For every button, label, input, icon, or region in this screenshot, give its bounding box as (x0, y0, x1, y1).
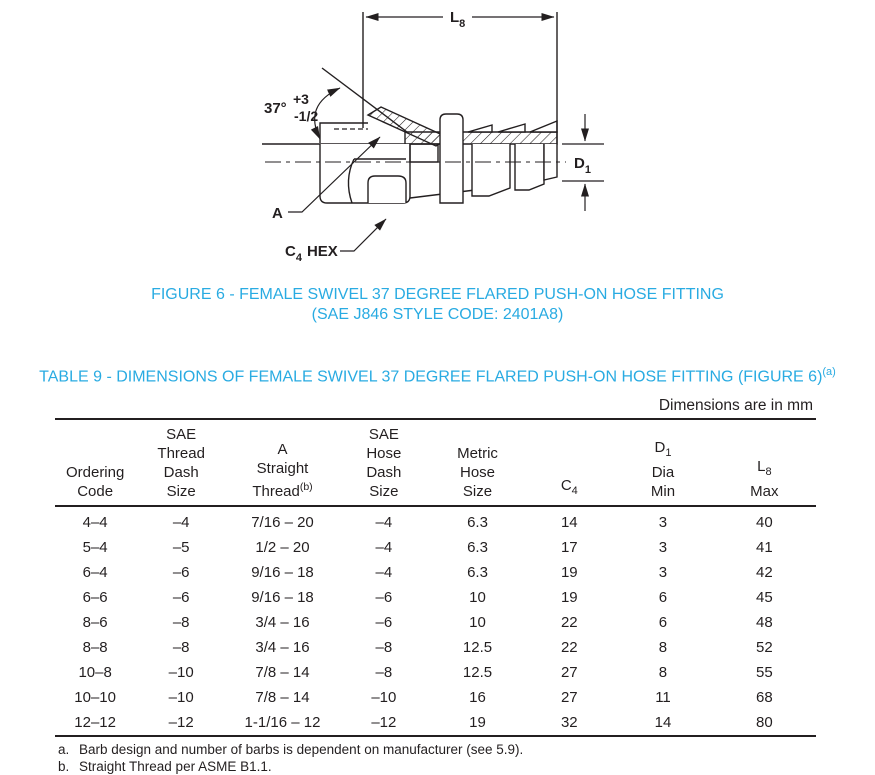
table-cell: 14 (613, 710, 712, 736)
table-cell: 32 (525, 710, 613, 736)
table-cell: 4–4 (55, 506, 135, 535)
table-cell: 41 (713, 535, 816, 560)
table-cell: 19 (525, 560, 613, 585)
table-cell: 68 (713, 685, 816, 710)
table-cell: –8 (135, 610, 227, 635)
table-cell: 17 (525, 535, 613, 560)
table-row (55, 610, 816, 635)
table-row (55, 635, 816, 660)
a-label: A (272, 205, 283, 222)
figure-caption-line1: FIGURE 6 - FEMALE SWIVEL 37 DEGREE FLARED PUSH-ON HOSE FITTING (0, 285, 875, 305)
footnote-a: a. Barb design and number of barbs is dependent on manufacturer (see 5.9). (58, 742, 816, 759)
table-cell: –4 (338, 506, 430, 535)
col-header-sae-hose-dash-size: SAE Hose Dash Size (338, 419, 430, 506)
table-row (55, 685, 816, 710)
l8-dim-label: $L_8$ (450, 9, 465, 30)
table-cell: 48 (713, 610, 816, 635)
d1-dim-label: $D_1$ (574, 155, 591, 176)
table-cell: –4 (135, 506, 227, 535)
col-header-d1-dia-min: $D_1$ Dia Min (613, 419, 712, 506)
table-cell: 42 (713, 560, 816, 585)
figure-caption (0, 285, 875, 325)
table-row (55, 660, 816, 685)
table-cell: –10 (338, 685, 430, 710)
table-title-footnote-ref: (a) (822, 366, 835, 378)
footnotes (55, 742, 816, 775)
col-header-sae-thread-dash-size: SAE Thread Dash Size (135, 419, 227, 506)
table-row (55, 535, 816, 560)
header-row (55, 419, 816, 506)
units-note: Dimensions are in mm (55, 397, 816, 418)
c4-hex-leader-line (340, 219, 386, 251)
table-cell: 40 (713, 506, 816, 535)
table-cell: –6 (135, 560, 227, 585)
table-cell: 3 (613, 506, 712, 535)
table-cell: –12 (135, 710, 227, 736)
table-cell: 6–6 (55, 585, 135, 610)
table-cell: 12.5 (430, 660, 526, 685)
col-header-c4: $C_4$ (525, 419, 613, 506)
table-cell: 7/8 – 14 (227, 685, 338, 710)
table-cell: –5 (135, 535, 227, 560)
table-cell: 3/4 – 16 (227, 610, 338, 635)
col-header-metric-hose-size: Metric Hose Size (430, 419, 526, 506)
table-cell: 19 (525, 585, 613, 610)
table-cell: 1/2 – 20 (227, 535, 338, 560)
table-cell: 10–10 (55, 685, 135, 710)
table-title (0, 366, 875, 386)
table-title-text: TABLE 9 - DIMENSIONS OF FEMALE SWIVEL 37 DEGREE FLARED PUSH-ON HOSE FITTING (FIGURE 6) (39, 368, 822, 385)
table-row (55, 506, 816, 535)
table-cell: –8 (135, 635, 227, 660)
table-row (55, 710, 816, 736)
table-cell: 9/16 – 18 (227, 560, 338, 585)
table-cell: 6.3 (430, 535, 526, 560)
table-cell: –8 (338, 635, 430, 660)
footnote-b: b. Straight Thread per ASME B1.1. (58, 759, 816, 775)
table-cell: –10 (135, 660, 227, 685)
figure-6-technical-drawing (0, 0, 875, 270)
dimensions-table (55, 418, 816, 737)
table-cell: 6.3 (430, 560, 526, 585)
figure-caption-line2: (SAE J846 STYLE CODE: 2401A8) (0, 305, 875, 325)
table-cell: 9/16 – 18 (227, 585, 338, 610)
table-cell: 12.5 (430, 635, 526, 660)
table-cell: 12–12 (55, 710, 135, 736)
table-cell: 6–4 (55, 560, 135, 585)
table-cell: 6 (613, 610, 712, 635)
table-cell: 55 (713, 660, 816, 685)
table-cell: 7/16 – 20 (227, 506, 338, 535)
table-cell: 8 (613, 660, 712, 685)
table-cell: 27 (525, 685, 613, 710)
table-body (55, 506, 816, 736)
table-cell: –4 (338, 535, 430, 560)
table-cell: 11 (613, 685, 712, 710)
table-cell: –8 (338, 660, 430, 685)
table-cell: 3/4 – 16 (227, 635, 338, 660)
table-cell: 27 (525, 660, 613, 685)
table-cell: 7/8 – 14 (227, 660, 338, 685)
table-cell: 22 (525, 635, 613, 660)
table-cell: 14 (525, 506, 613, 535)
table-cell: 6.3 (430, 506, 526, 535)
table-cell: –6 (338, 610, 430, 635)
table-cell: 52 (713, 635, 816, 660)
col-header-l8-max: $L_8$ Max (713, 419, 816, 506)
table-cell: 6 (613, 585, 712, 610)
table-row (55, 560, 816, 585)
c4-hex-label: $C_4$ HEX (285, 243, 338, 264)
table-cell: 5–4 (55, 535, 135, 560)
table-cell: –4 (338, 560, 430, 585)
col-header-ordering-code: Ordering Code (55, 419, 135, 506)
hose-stop-flange (440, 114, 463, 203)
table-cell: 3 (613, 535, 712, 560)
table-cell: 10 (430, 610, 526, 635)
table-cell: 10–8 (55, 660, 135, 685)
table-cell: 80 (713, 710, 816, 736)
table-cell: 45 (713, 585, 816, 610)
angle-plus-tolerance: +3 (293, 91, 309, 107)
table-cell: 19 (430, 710, 526, 736)
table-cell: 10 (430, 585, 526, 610)
hex-nut (320, 144, 410, 203)
table-cell: 16 (430, 685, 526, 710)
table-cell: 8–6 (55, 610, 135, 635)
table-cell: –6 (338, 585, 430, 610)
table-cell: –6 (135, 585, 227, 610)
table-cell: 8 (613, 635, 712, 660)
table-section (55, 397, 816, 775)
table-cell: 1-1/16 – 12 (227, 710, 338, 736)
table-cell: 22 (525, 610, 613, 635)
angle-minus-tolerance: -1/2 (294, 108, 318, 124)
col-header-a-straight-thread: A Straight Thread$^{(b)}$ (227, 419, 338, 506)
angle-label: 37° (264, 100, 287, 117)
table-cell: 3 (613, 560, 712, 585)
table-cell: –12 (338, 710, 430, 736)
table-cell: 8–8 (55, 635, 135, 660)
table-row (55, 585, 816, 610)
table-cell: –10 (135, 685, 227, 710)
